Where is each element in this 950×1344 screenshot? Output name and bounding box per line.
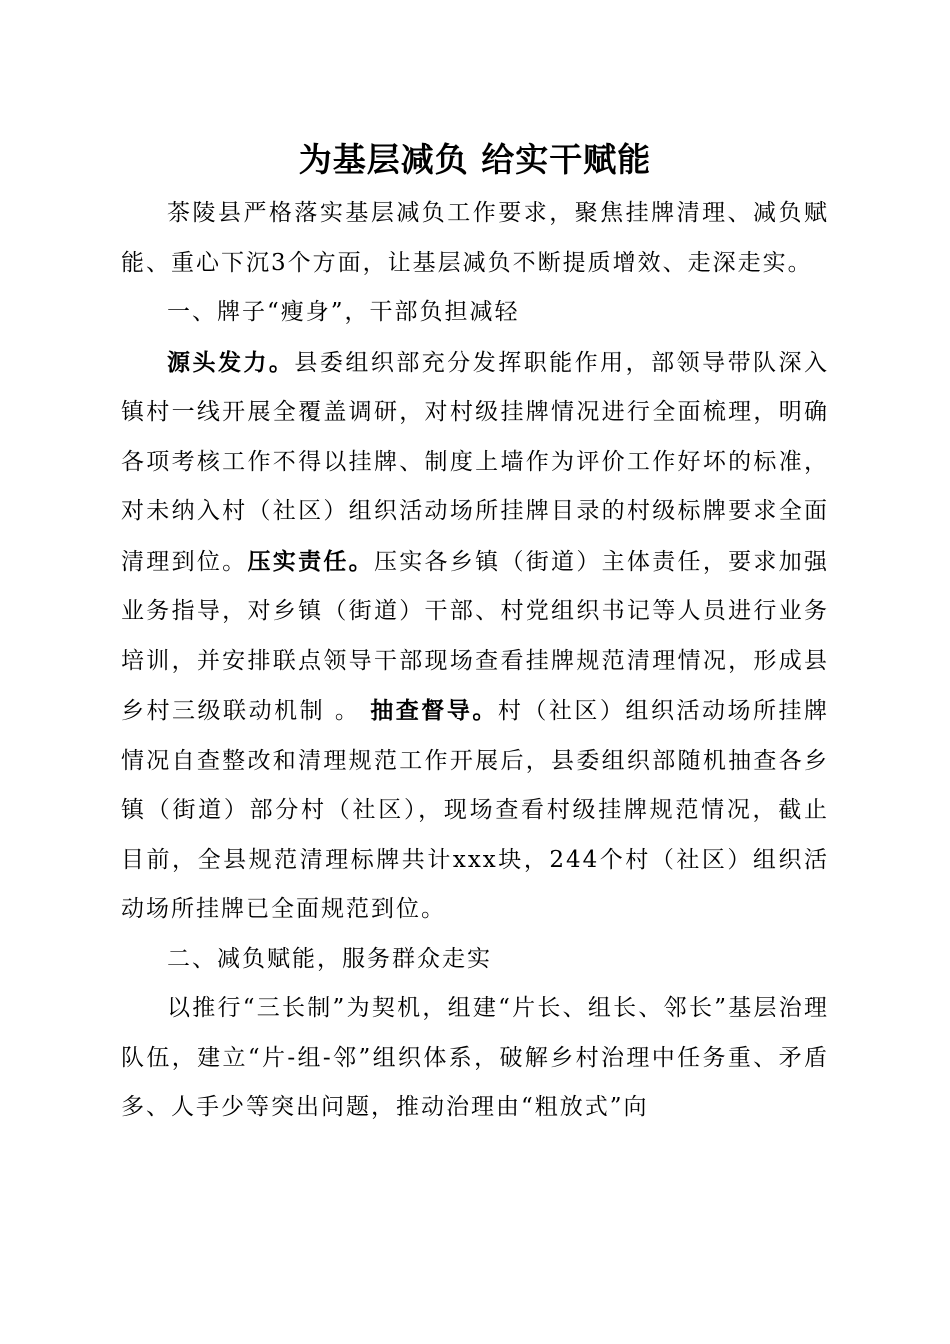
document-title: 为基层减负 给实干赋能 xyxy=(298,140,652,179)
section-1-heading: 一、牌子“瘦身”，干部负担减轻 xyxy=(167,299,520,325)
intro-paragraph: 茶陵县严格落实基层减负工作要求，聚焦挂牌清理、减负赋能、重心下沉3个方面，让基层减负不断提质增效、走深走实。 xyxy=(121,200,829,276)
text-inspection: 村（社区）组织活动场所挂牌情况自查整改和清理规范工作开展后，县委组织部随机抽查各乡镇（街道）部分村（社区），现场查看村级挂牌规范情况，截止目前，全县规范清理标牌共计xxx块，244个村（社区）组织活动场所挂牌已全面规范到位。 xyxy=(121,698,830,922)
section-2-paragraph: 以推行“三长制”为契机，组建“片长、组长、邻长”基层治理队伍，建立“片-组-邻”组织体系，破解乡村治理中任务重、矛盾多、人手少等突出问题，推动治理由“粗放式”向 xyxy=(121,995,829,1120)
section-2-heading: 二、减负赋能，服务群众走实 xyxy=(167,945,492,972)
text-source-effort: 县委组织部充分发挥职能作用，部领导带队深入镇村一线开展全覆盖调研，对村级挂牌情况进行全面梳理，明确各项考核工作不得以挂牌、制度上墙作为评价工作好坏的标准，对未纳入村（社区）组织活动场所挂牌目录的村级标牌要求全面清理到位。 xyxy=(121,349,830,575)
lead-source-effort: 源头发力。 xyxy=(167,348,295,376)
lead-responsibility: 压实责任。 xyxy=(247,547,374,575)
lead-inspection: 抽查督导。 xyxy=(370,697,498,724)
text-responsibility: 压实各乡镇（街道）主体责任，要求加强业务指导，对乡镇（街道）干部、村党组织书记等人员进行业务培训，并安排联点领导干部现场查看挂牌规范清理情况，形成县乡村三级联动机制 。 xyxy=(121,548,830,724)
document-body xyxy=(121,137,829,1133)
section-1-paragraph xyxy=(121,338,829,935)
